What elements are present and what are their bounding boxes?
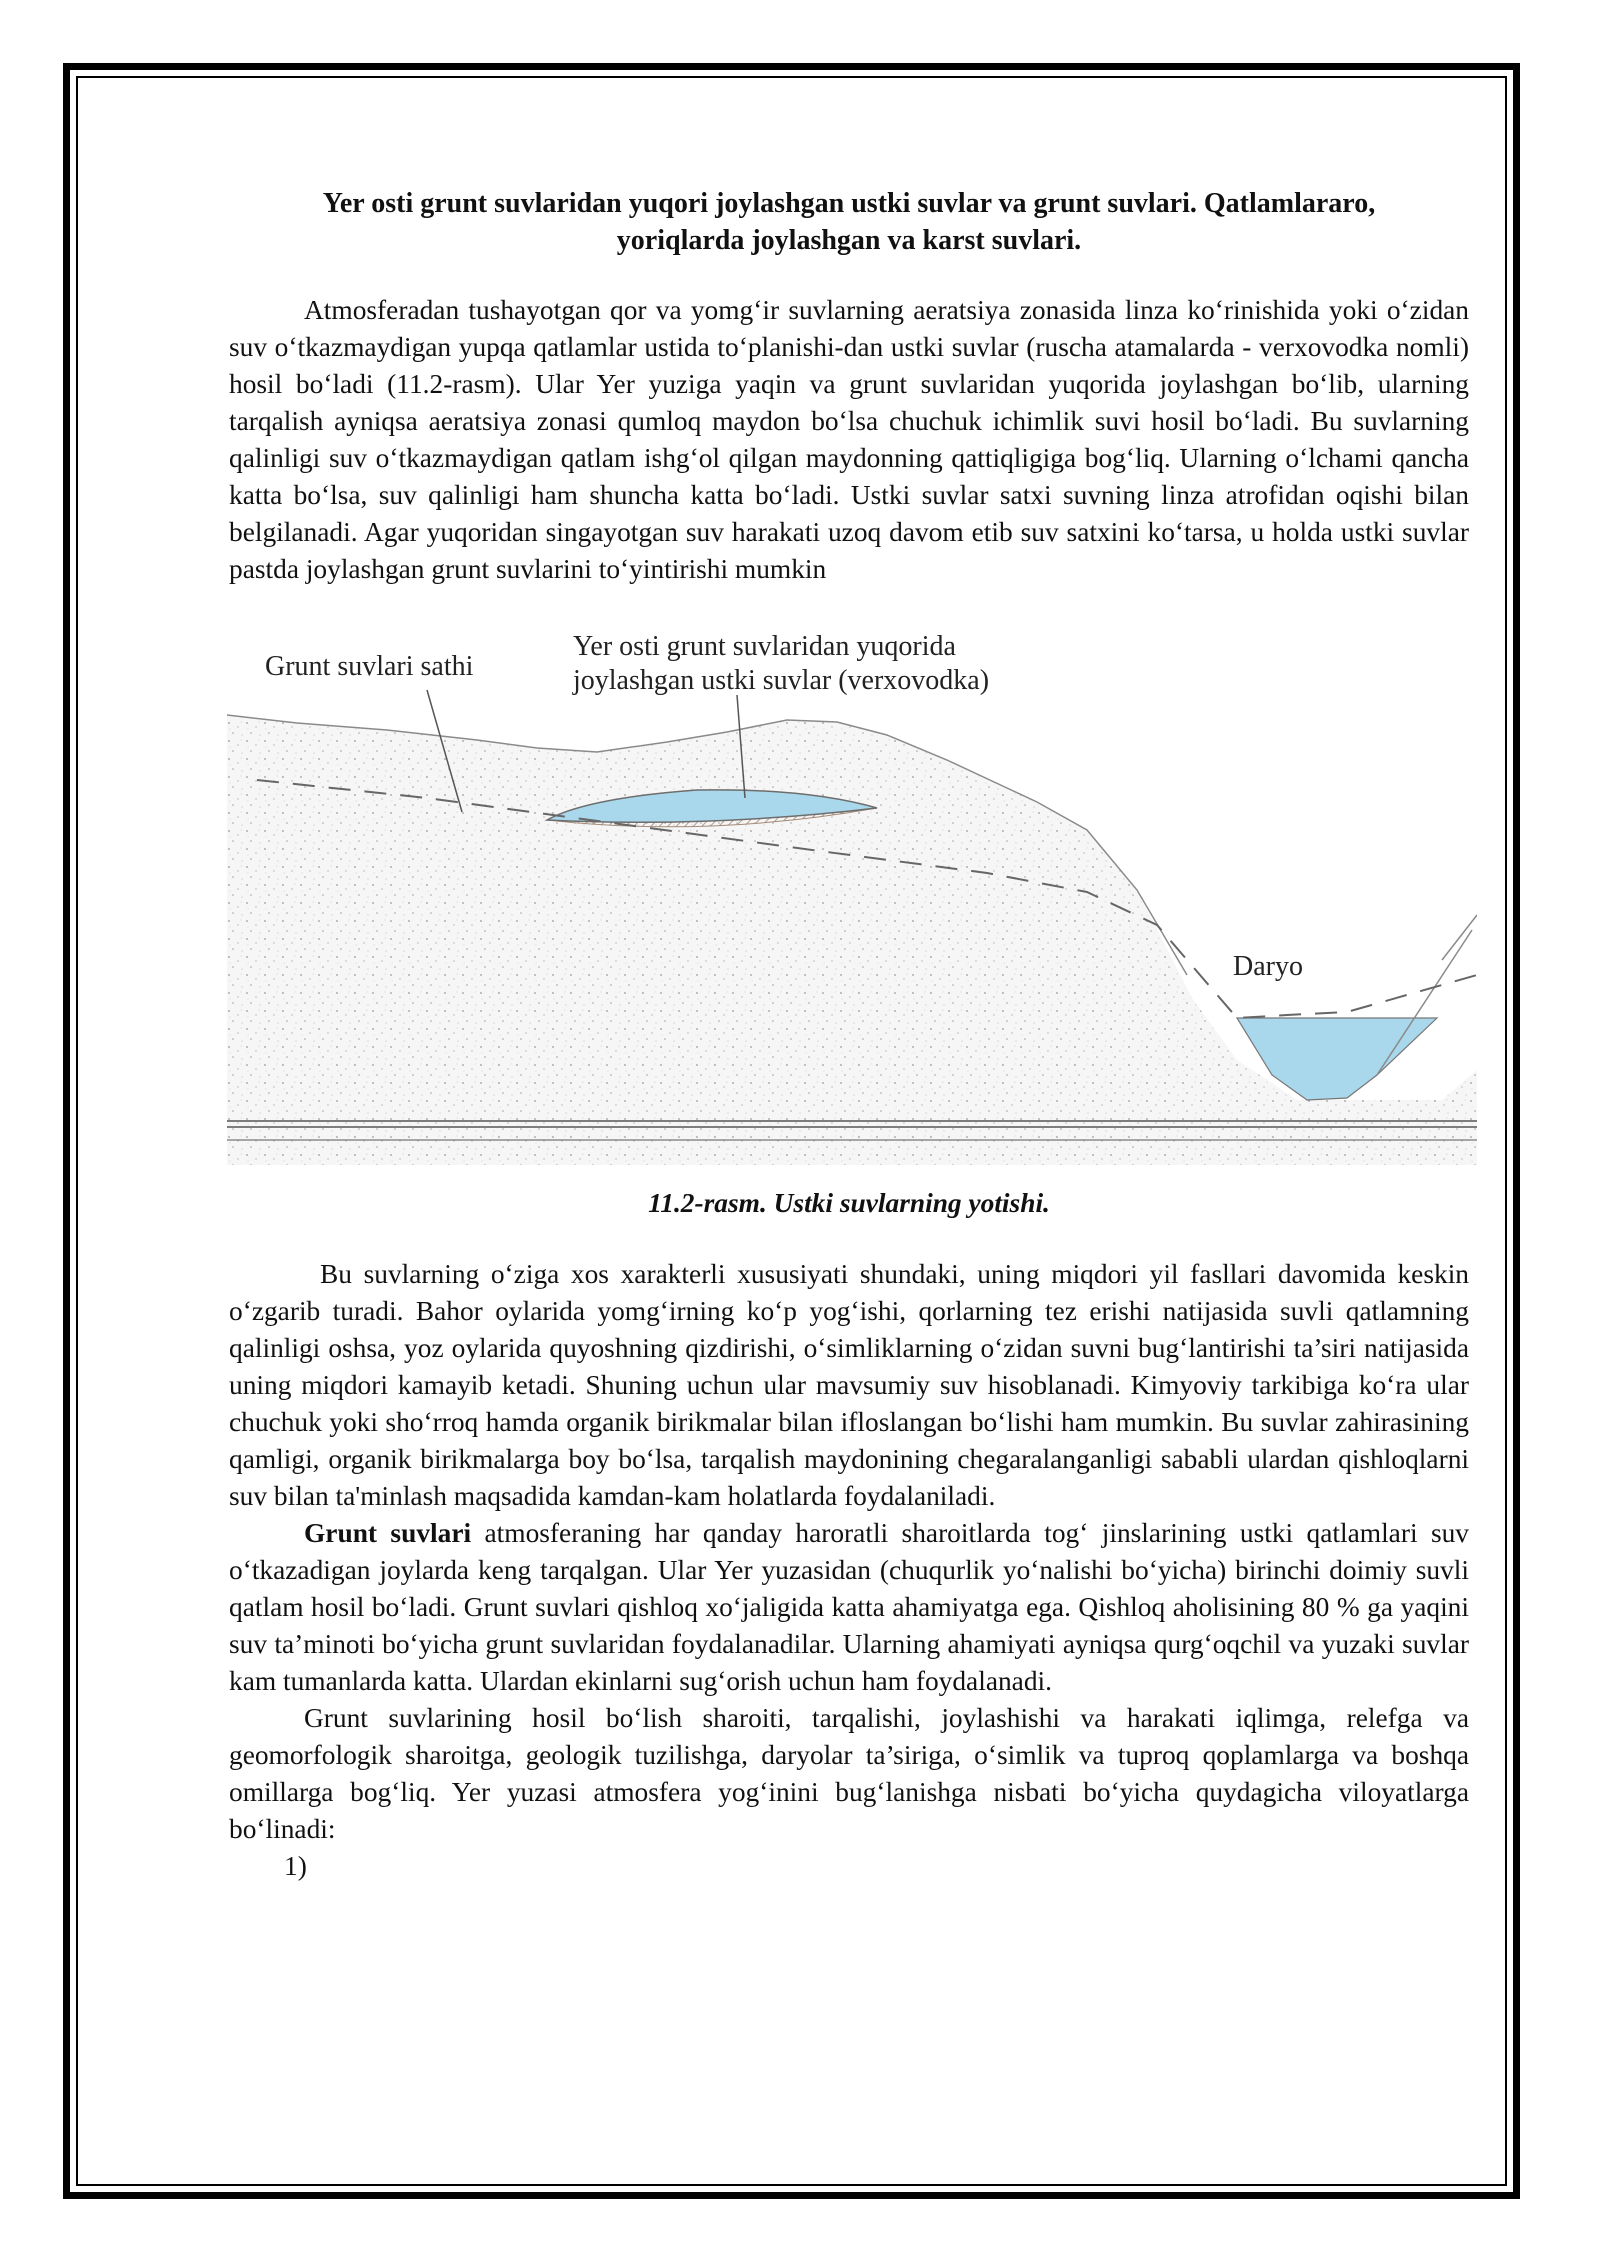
- title-line-2: yoriqlarda joylashgan va karst suvlari.: [616, 225, 1082, 256]
- label-perched-water-line-2: joylashgan ustki suvlar (verxovodka): [573, 665, 990, 696]
- title-line-1: Yer osti grunt suvlaridan yuqori joylashgan ustki suvlar va grunt suvlari. Qatlamlararo,: [322, 188, 1376, 219]
- label-groundwater-level: Grunt suvlari sathi: [265, 651, 474, 682]
- label-perched-water-line-1: Yer osti grunt suvlaridan yuqorida: [573, 631, 956, 662]
- paragraph-groundwater: [229, 1515, 1469, 1700]
- page-content: [229, 185, 1469, 1885]
- label-river: Daryo: [1233, 951, 1303, 982]
- list-item-1: 1): [284, 1851, 307, 1881]
- figure-caption: 11.2-rasm. Ustki suvlarning yotishi.: [648, 1188, 1050, 1218]
- paragraph-formation-conditions: Grunt suvlarining hosil bo‘lish sharoiti, tarqalishi, joylashishi va harakati iqlimga, relefga va geomorfologik sharoitga, geologik tuzilishga, daryolar ta’siriga, o‘simlik va tuproq qoplamlarga va boshqa omillarga bog‘liq. Yer yuzasi atmosfera yog‘inini bug‘lanishga nisbati bo‘yicha quydagicha viloyatlarga bo‘linadi:: [229, 1703, 1469, 1844]
- paragraph-groundwater-text: atmosferaning har qanday haroratli sharoitlarda tog‘ jinslarining ustki qatlamlari suv o‘tkazadigan joylarda keng tarqalgan. Ular Yer yuzasidan (chuqurlik yo‘nalishi bo‘yicha) birinchi doimiy suvli qatlam hosil bo‘ladi. Grunt suvlari qishloq xo‘jaligida katta ahamiyatga ega. Qishloq aholisining 80 % ga yaqini suv ta’minoti bo‘yicha grunt suvlaridan foydalanadilar. Ularning ahamiyati ayniqsa qurg‘oqchil va yuzaki suvlar kam tumanlarda katta. Ulardan ekinlarni sug‘orish uchun ham foydalanadi.: [229, 1518, 1470, 1696]
- paragraph-perched-water: Atmosferadan tushayotgan qor va yomg‘ir suvlarning aeratsiya zonasida linza ko‘rinishida yoki o‘zidan suv o‘tkazmaydigan yupqa qatlamlar ustida to‘planishi-dan ustki suvlar (ruscha atamalarda - verxovodka nomli) hosil bo‘ladi (11.2-rasm). Ular Yer yuziga yaqin va grunt suvlaridan yuqorida joylashgan bo‘lib, ularning tarqalish ayniqsa aeratsiya zonasi qumloq maydon bo‘lsa chuchuk ichimlik suvi hosil bo‘ladi. Bu suvlarning qalinligi suv o‘tkazmaydigan qatlam ishg‘ol qilgan maydonning qattiqligiga bog‘liq. Ularning o‘lchami qancha katta bo‘lsa, suv qalinligi ham shuncha katta bo‘ladi. Ustki suvlar satxi suvning linza atrofidan oqishi bilan belgilanadi. Agar yuqoridan singayotgan suv harakati uzoq davom etib suv satxini ko‘tarsa, u holda ustki suvlar pastda joylashgan grunt suvlarini to‘yintirishi mumkin: [229, 295, 1469, 584]
- figure-perched-water: [227, 630, 1477, 1165]
- page-title: [229, 185, 1469, 259]
- paragraph-seasonal: Bu suvlarning o‘ziga xos xarakterli xususiyati shundaki, uning miqdori yil fasllari davomida keskin o‘zgarib turadi. Bahor oylarida yomg‘irning ko‘p yog‘ishi, qorlarning tez erishi natijasida suvli qatlamning qalinligi oshsa, yoz oylarida quyoshning qizdirishi, o‘simliklarning o‘zidan suvni bug‘lantirishi ta’siri natijasida uning miqdori kamayib ketadi. Shuning uchun ular mavsumiy suv hisoblanadi. Kimyoviy tarkibiga ko‘ra ular chuchuk yoki sho‘rroq hamda organik birikmalar bilan ifloslangan bo‘lishi ham mumkin. Bu suvlar zahirasining qamligi, organik birikmalarga boy bo‘lsa, tarqalish maydonining chegaralanganligi sababli ulardan qishloqlarni suv bilan ta'minlash maqsadida kamdan-kam holatlarda foydalaniladi.: [229, 1259, 1469, 1511]
- term-grunt-suvlari: Grunt suvlari: [304, 1518, 472, 1548]
- cross-section-diagram: [227, 630, 1477, 1165]
